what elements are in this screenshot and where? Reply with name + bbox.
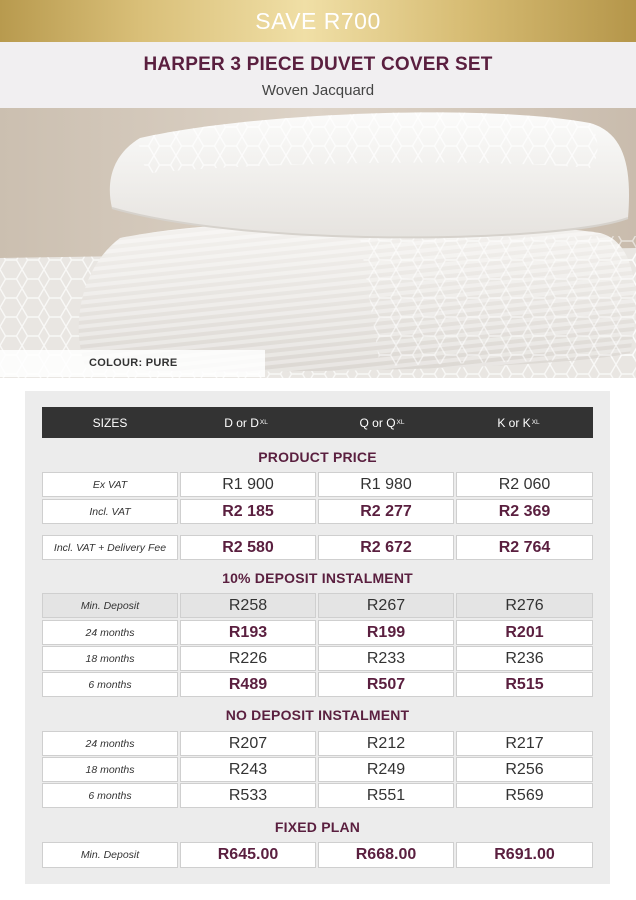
table-row	[42, 842, 593, 868]
row-label: 6 months	[88, 789, 132, 802]
row-label: 24 months	[85, 626, 135, 639]
section-product-price: PRODUCT PRICE	[258, 449, 377, 465]
price-value: R551	[366, 786, 406, 804]
header-queen: Q or Q XL	[359, 415, 405, 430]
price-value: R2 277	[360, 502, 412, 520]
section-no-deposit-instalment: NO DEPOSIT INSTALMENT	[225, 707, 410, 723]
price-value: R515	[505, 675, 544, 693]
price-value: R691.00	[494, 846, 555, 863]
price-value: R217	[505, 734, 544, 752]
price-value: R2 185	[222, 502, 274, 520]
table-row	[42, 731, 593, 756]
price-value: R1 980	[360, 475, 412, 493]
header-double: D or D XL	[224, 415, 268, 430]
price-value: R645.00	[217, 846, 279, 863]
price-value: R2 580	[222, 538, 274, 556]
price-value: R2 369	[498, 502, 551, 520]
price-value: R226	[228, 649, 268, 667]
row-label: 6 months	[88, 678, 132, 691]
row-label: Incl. VAT	[89, 505, 131, 518]
price-value: R668.00	[355, 846, 417, 863]
pillows-illustration	[0, 108, 636, 378]
price-value: R243	[228, 760, 268, 778]
colour-label: COLOUR: PURE	[0, 350, 265, 377]
row-label: 18 months	[85, 763, 135, 776]
row-label: 24 months	[85, 737, 135, 750]
price-value: R212	[366, 734, 406, 752]
header-king: K or K XL	[497, 415, 540, 430]
price-value: R533	[228, 786, 268, 804]
price-value: R489	[228, 675, 268, 693]
save-banner-text: SAVE R700	[255, 8, 381, 34]
price-value: R569	[505, 786, 544, 804]
price-value: R2 672	[360, 538, 412, 556]
row-label: Ex VAT	[92, 478, 128, 491]
table-row	[42, 620, 593, 645]
sizes-header-row	[42, 407, 593, 438]
table-row	[42, 672, 593, 697]
table-row	[42, 535, 593, 560]
row-label: 18 months	[85, 652, 135, 665]
price-value: R233	[366, 649, 406, 667]
product-subtitle: Woven Jacquard	[261, 82, 375, 99]
price-value: R193	[228, 623, 268, 641]
table-row	[42, 593, 593, 618]
row-label: Incl. VAT + Delivery Fee	[53, 541, 167, 554]
price-value: R258	[228, 596, 268, 614]
price-value: R2 764	[498, 538, 551, 556]
table-row	[42, 499, 593, 524]
price-value: R1 900	[222, 475, 274, 493]
row-label: Min. Deposit	[80, 599, 140, 612]
header-sizes: SIZES	[92, 415, 128, 430]
section-deposit-instalment: 10% DEPOSIT INSTALMENT	[222, 570, 413, 586]
table-row	[42, 646, 593, 671]
price-value: R249	[366, 760, 406, 778]
section-fixed-plan: FIXED PLAN	[274, 819, 361, 835]
price-value: R256	[505, 760, 544, 778]
save-banner	[0, 0, 636, 42]
price-value: R199	[366, 623, 406, 641]
table-row	[42, 757, 593, 782]
product-photo	[0, 108, 636, 378]
price-value: R267	[366, 596, 406, 614]
price-value: R207	[228, 734, 268, 752]
price-value: R276	[505, 596, 544, 614]
price-value: R2 060	[498, 475, 551, 493]
price-value: R201	[505, 623, 544, 641]
table-row	[42, 472, 593, 497]
price-value: R507	[366, 675, 406, 693]
row-label: Min. Deposit	[80, 849, 140, 861]
product-title: HARPER 3 PIECE DUVET COVER SET	[143, 54, 493, 75]
table-row	[42, 783, 593, 808]
price-value: R236	[505, 649, 544, 667]
product-title-box	[0, 42, 636, 108]
